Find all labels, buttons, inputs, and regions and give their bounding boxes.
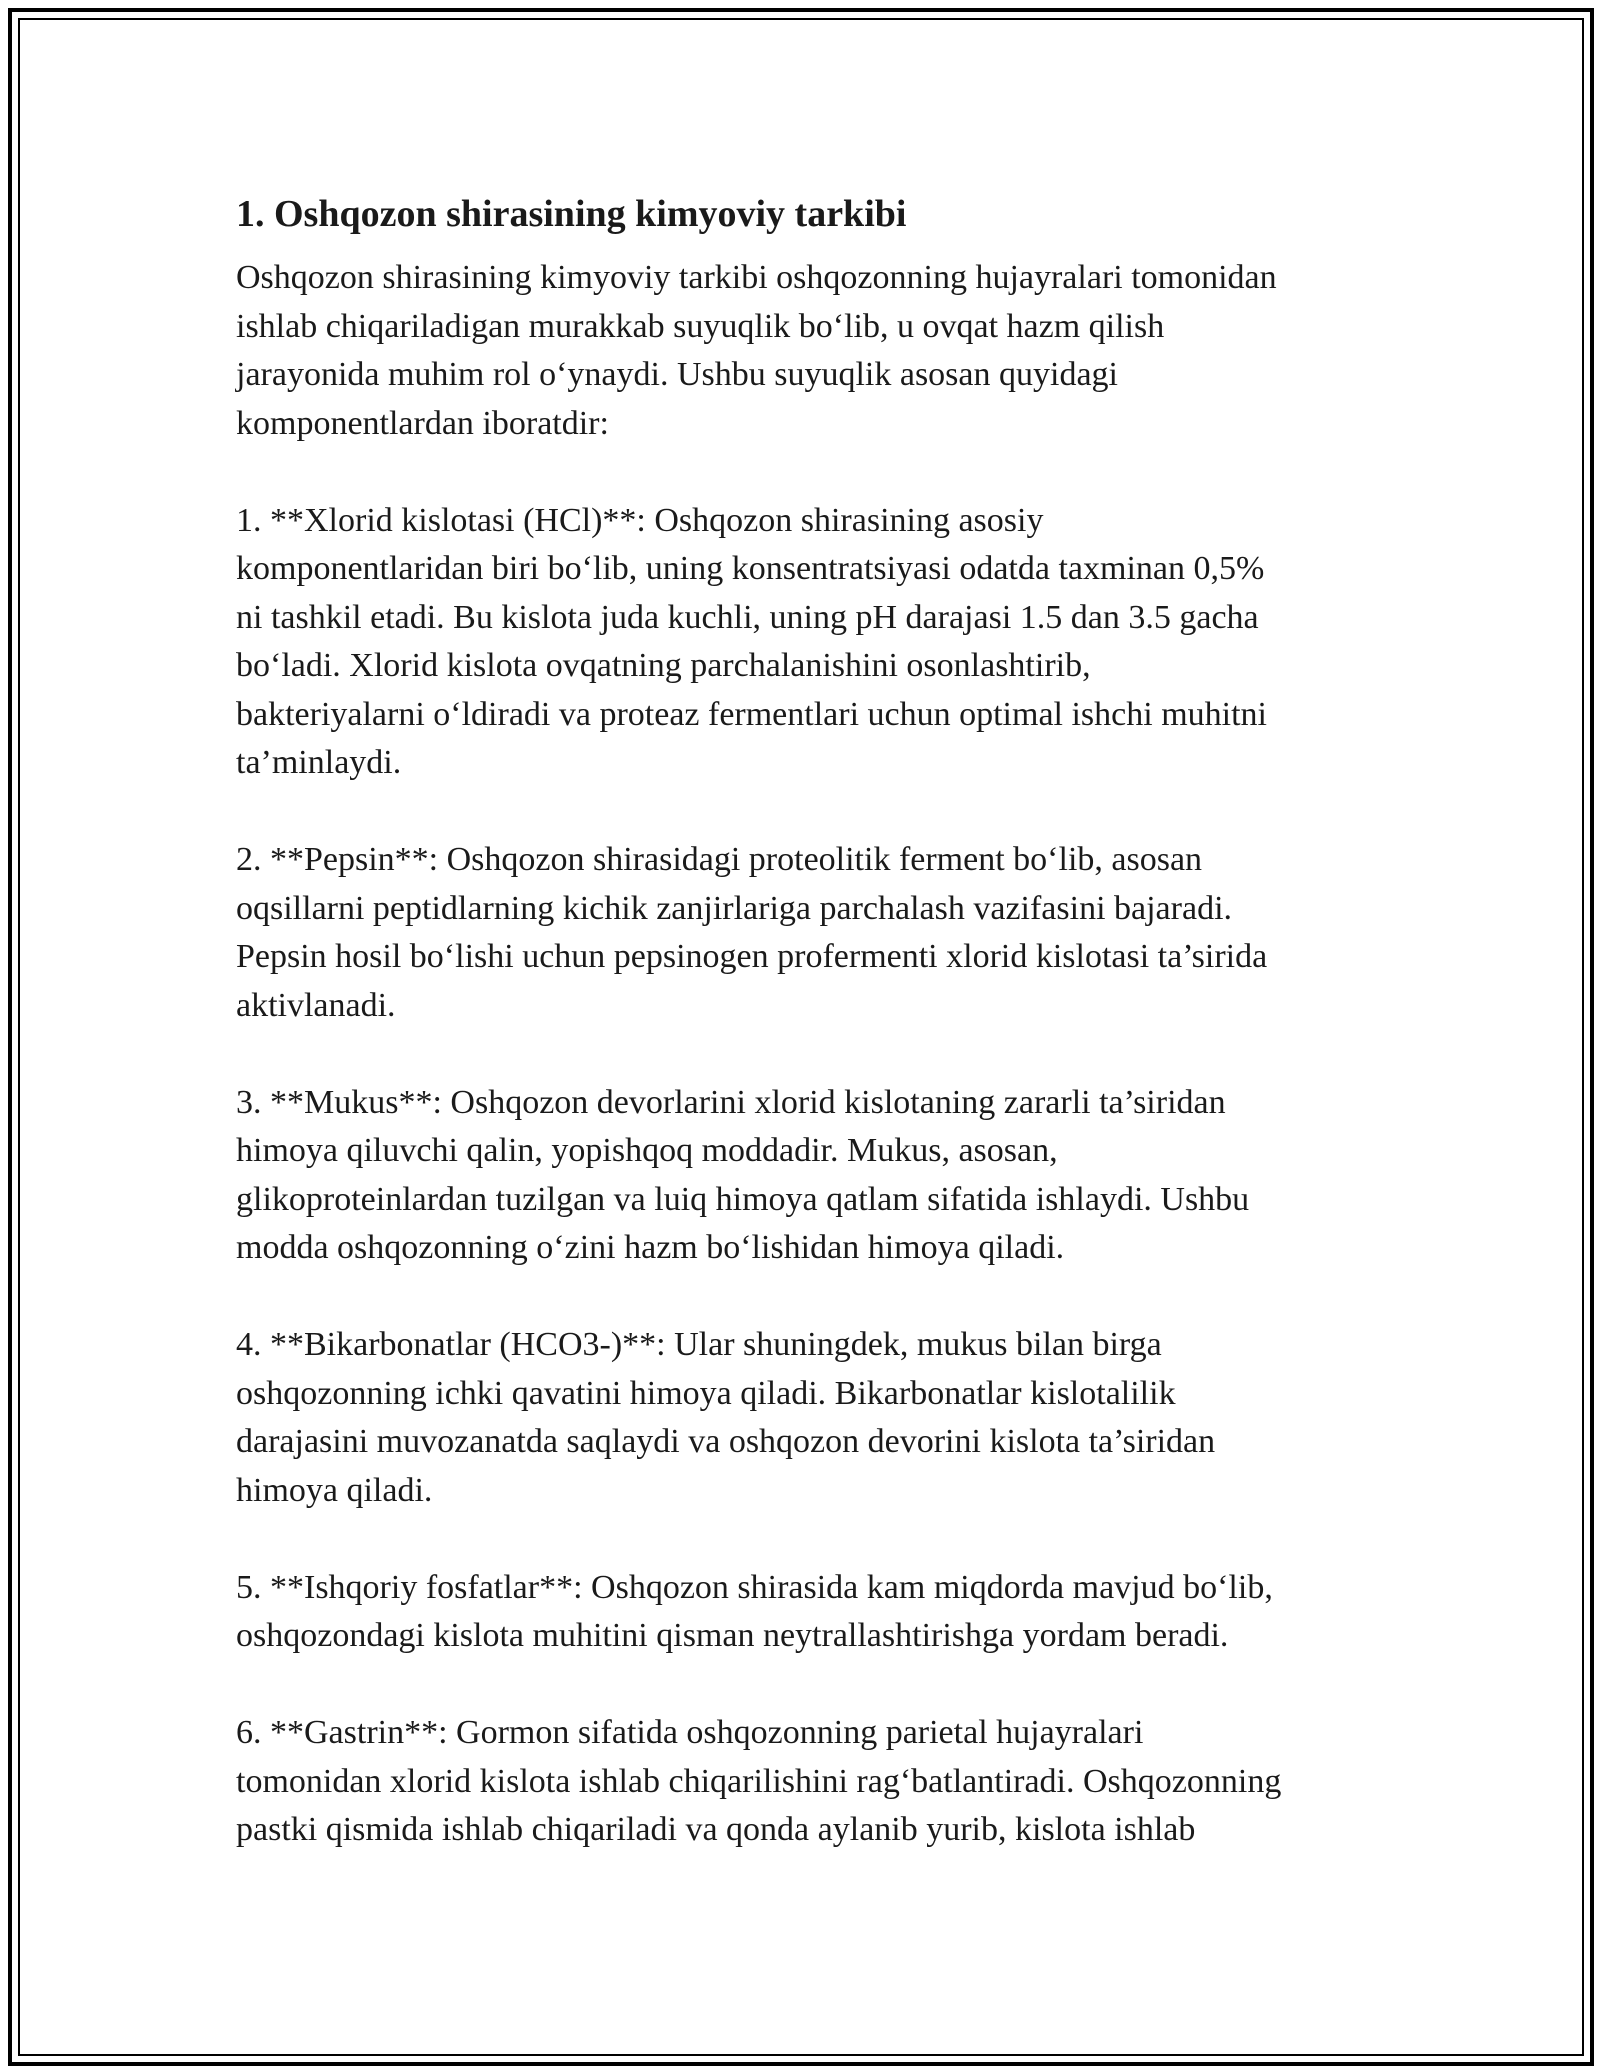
list-item-hcl: 1. **Xlorid kislotasi (HCl)**: Oshqozon shirasining asosiy komponentlaridan biri bo‘lib, uning konsentratsiyasi odatda taxminan 0,5% ni tashkil etadi. Bu kislota juda kuchli, uning pH darajasi 1.5 dan 3.5 gacha bo‘ladi. Xlorid kislota ovqatning parchalanishini osonlashtirib, bakteriyalarni o‘ldiradi va proteaz fermentlari uchun optimal ishchi muhitni ta’minlaydi. xyxy=(236,501,1267,781)
document-body xyxy=(236,186,1386,1855)
list-item-fosfatlar: 5. **Ishqoriy fosfatlar**: Oshqozon shirasida kam miqdorda mavjud bo‘lib, oshqozondagi kislota muhitini qisman neytrallashtirishga yordam beradi. xyxy=(236,1568,1273,1654)
list-item-bikarbonatlar: 4. **Bikarbonatlar (HCO3-)**: Ular shuningdek, mukus bilan birga oshqozonning ichki qavatini himoya qiladi. Bikarbonatlar kislotalilik darajasini muvozanatda saqlaydi va oshqozon devorini kislota ta’siridan himoya qiladi. xyxy=(236,1326,1216,1509)
paragraph-gap xyxy=(236,788,1386,837)
paragraph-gap xyxy=(236,448,1386,497)
list-item-mukus: 3. **Mukus**: Oshqozon devorlarini xlorid kislotaning zararli ta’siridan himoya qiluvchi qalin, yopishqoq moddadir. Mukus, asosan, glikoproteinlardan tuzilgan va luiq himoya qatlam sifatida ishlaydi. Ushbu modda oshqozonning o‘zini hazm bo‘lishidan himoya qiladi. xyxy=(236,1083,1250,1266)
paragraph-gap xyxy=(236,1030,1386,1079)
paragraph-gap xyxy=(236,1515,1386,1564)
section-heading: 1. Oshqozon shirasining kimyoviy tarkibi xyxy=(236,193,907,235)
paragraph-gap xyxy=(236,1273,1386,1322)
list-item-pepsin: 2. **Pepsin**: Oshqozon shirasidagi proteolitik ferment bo‘lib, asosan oqsillarni peptidlarning kichik zanjirlariga parchalash vazifasini bajaradi. Pepsin hosil bo‘lishi uchun pepsinogen profermenti xlorid kislotasi ta’sirida aktivlanadi. xyxy=(236,841,1268,1024)
intro-paragraph: Oshqozon shirasining kimyoviy tarkibi oshqozonning hujayralari tomonidan ishlab chiqariladigan murakkab suyuqlik bo‘lib, u ovqat hazm qilish jarayonida muhim rol o‘ynaydi. Ushbu suyuqlik asosan quyidagi komponentlardan iboratdir: xyxy=(236,259,1277,442)
paragraph-gap xyxy=(236,1661,1386,1710)
list-item-gastrin: 6. **Gastrin**: Gormon sifatida oshqozonning parietal hujayralari tomonidan xlorid kislota ishlab chiqarilishini rag‘batlantiradi. Oshqozonning pastki qismida ishlab chiqariladi va qonda aylanib yurib, kislota ishlab xyxy=(236,1714,1282,1848)
